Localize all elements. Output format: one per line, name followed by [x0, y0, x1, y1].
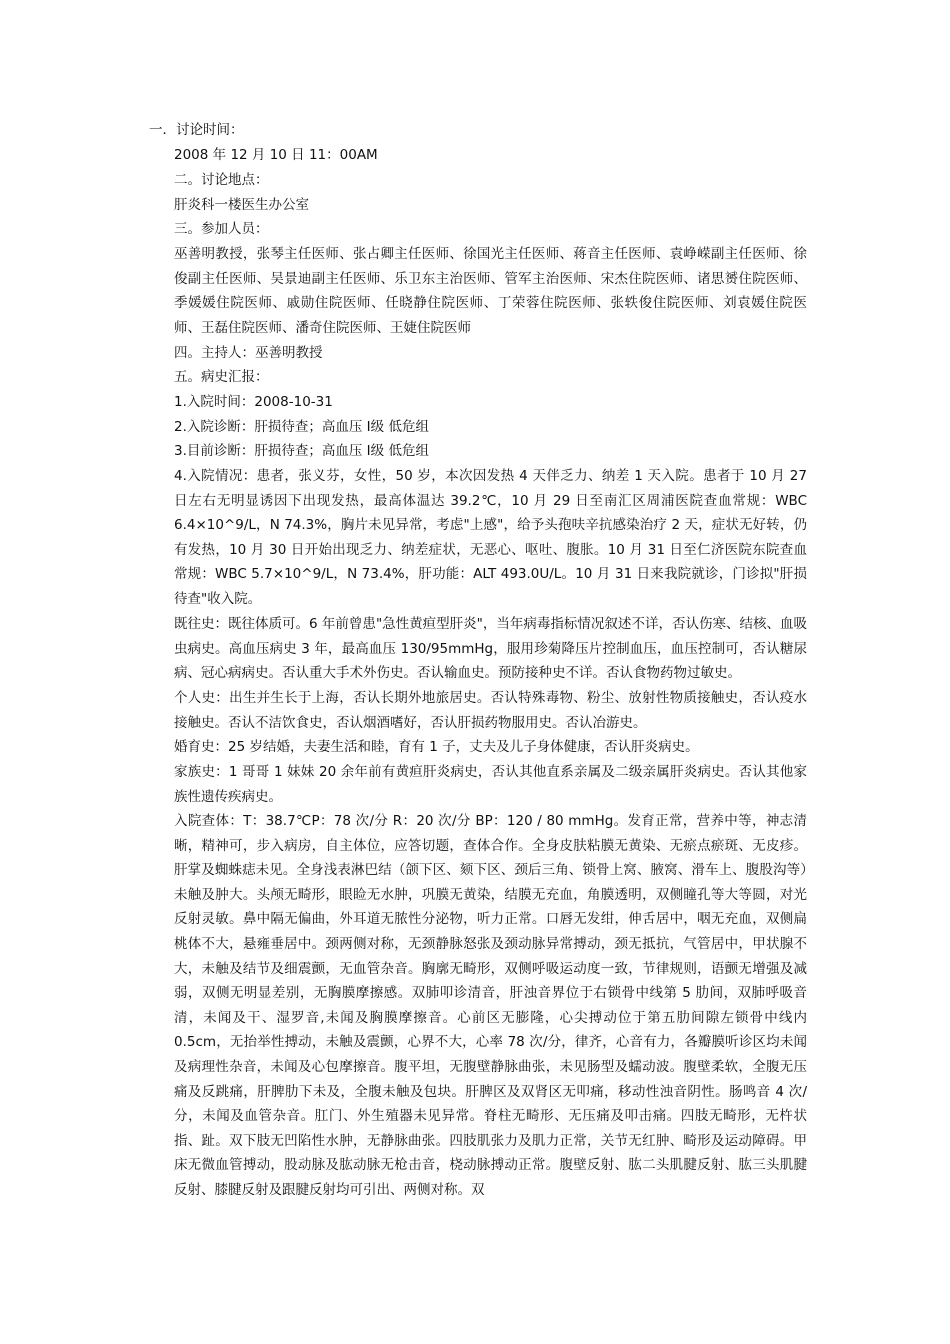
- family-history: 家族史：1 哥哥 1 妹妹 20 余年前有黄疸肝炎病史，否认其他直系亲属及二级亲属肝炎病史。否认其他家族性遗传疾病史。: [174, 764, 807, 805]
- section-heading-host: 四。主持人：巫善明教授: [174, 345, 323, 361]
- section-heading-location: 二。讨论地点：: [174, 172, 269, 188]
- physical-exam: 入院查体：T：38.7℃P：78 次/分 R：20 次/分 BP：120 / 80 mmHg。发育正常，营养中等，神志清晰，精神可，步入病房，自主体位，应答切题，查体合作。全身皮肤粘膜无黄染、无瘀点瘀斑、无皮疹。肝掌及蜘蛛痣未见。全身浅表淋巴结（颌下区、颏下区、颈后三角、锁骨上窝、腋窝、滑车上、腹股沟等）未触及肿大。头颅无畸形，眼睑无水肿，巩膜无黄染，结膜无充血，角膜透明，双侧瞳孔等大等圆，对光反射灵敏。鼻中隔无偏曲，外耳道无脓性分泌物，听力正常。口唇无发绀，伸舌居中，咽无充血，双侧扁桃体不大，悬雍垂居中。颈两侧对称，无颈静脉怒张及颈动脉异常搏动，颈无抵抗，气管居中，甲状腺不大，未触及结节及细震颤，无血管杂音。胸廓无畸形，双侧呼吸运动度一致，节律规则，语颤无增强及减弱，双侧无明显差别，无胸膜摩擦感。双肺叩诊清音，肝浊音界位于右锁骨中线第 5 肋间，双肺呼吸音清，未闻及干、湿罗音,未闻及胸膜摩擦音。心前区无膨隆，心尖搏动位于第五肋间隙左锁骨中线内 0.5cm，无抬举性搏动，未触及震颤，心界不大，心率 78 次/分，律齐，心音有力，各瓣膜听诊区均未闻及病理性杂音，未闻及心包摩擦音。腹平坦，无腹壁静脉曲张，未见肠型及蠕动波。腹壁柔软，全腹无压痛及反跳痛，肝脾肋下未及，全腹未触及包块。肝脾区及双肾区无叩痛，移动性浊音阴性。肠鸣音 4 次/分，未闻及血管杂音。肛门、外生殖器未见异常。脊柱无畸形、无压痛及叩击痛。四肢无畸形，无杵状指、趾。双下肢无凹陷性水肿，无静脉曲张。四肢肌张力及肌力正常，关节无红肿、畸形及运动障碍。甲床无微血管搏动，股动脉及肱动脉无枪击音，桡动脉搏动正常。腹壁反射、肱二头肌腱反射、肱三头肌腱反射、膝腱反射及跟腱反射均可引出、两侧对称。双: [174, 813, 807, 1198]
- past-history: 既往史：既往体质可。6 年前曾患"急性黄疸型肝炎"，当年病毒指标情况叙述不详，否认伤寒、结核、血吸虫病史。高血压病史 3 年，最高血压 130/95mmHg，服用珍菊降压片控制血压，血压控制可，否认糖尿病、冠心病病史。否认重大手术外伤史。否认输血史。预防接种史不详。否认食物药物过敏史。: [174, 616, 807, 682]
- participants-list: 巫善明教授，张琴主任医师、张占卿主任医师、徐国光主任医师、蒋音主任医师、袁峥嵘副主任医师、徐俊副主任医师、吴景迪副主任医师、乐卫东主治医师、管军主治医师、宋杰住院医师、诸思赟住院医师、季媛媛住院医师、戚勋住院医师、任晓静住院医师、丁荣蓉住院医师、张轶俊住院医师、刘袁媛住院医师、王磊住院医师、潘奇住院医师、王婕住院医师: [174, 246, 807, 336]
- section-heading-time: 一．讨论时间：: [149, 122, 244, 138]
- section-heading-participants: 三。参加人员：: [174, 221, 269, 237]
- admission-status: 4.入院情况：患者，张义芬，女性，50 岁，本次因发热 4 天伴乏力、纳差 1 天入院。患者于 10 月 27 日左右无明显诱因下出现发热，最高体温达 39.2℃，10 月 29 日至南汇区周浦医院查血常规：WBC 6.4×10^9/L，N 74.3%，胸片未见异常，考虑"上感"，给予头孢呋辛抗感染治疗 2 天，症状无好转，仍有发热，10 月 30 日开始出现乏力、纳差症状，无恶心、呕吐、腹胀。10 月 31 日至仁济医院东院查血常规：WBC 5.7×10^9/L，N 73.4%，肝功能：ALT 493.0U/L。10 月 31 日来我院就诊，门诊拟"肝损待查"收入院。: [174, 468, 807, 607]
- admission-diagnosis: 2.入院诊断：肝损待查；高血压 Ⅰ级 低危组: [174, 419, 429, 435]
- section-heading-history: 五。病史汇报：: [174, 369, 269, 385]
- marital-history: 婚育史：25 岁结婚，夫妻生活和睦，育有 1 子，丈夫及儿子身体健康，否认肝炎病史。: [174, 739, 699, 755]
- personal-history: 个人史：出生并生长于上海，否认长期外地旅居史。否认特殊毒物、粉尘、放射性物质接触史，否认疫水接触史。否认不洁饮食史，否认烟酒嗜好，否认肝损药物服用史。否认冶游史。: [174, 690, 807, 731]
- discussion-location: 肝炎科一楼医生办公室: [174, 197, 309, 213]
- current-diagnosis: 3.目前诊断：肝损待查；高血压 Ⅰ级 低危组: [174, 443, 429, 459]
- discussion-time: 2008 年 12 月 10 日 11：00AM: [174, 147, 378, 163]
- admission-time: 1.入院时间：2008-10-31: [174, 394, 333, 410]
